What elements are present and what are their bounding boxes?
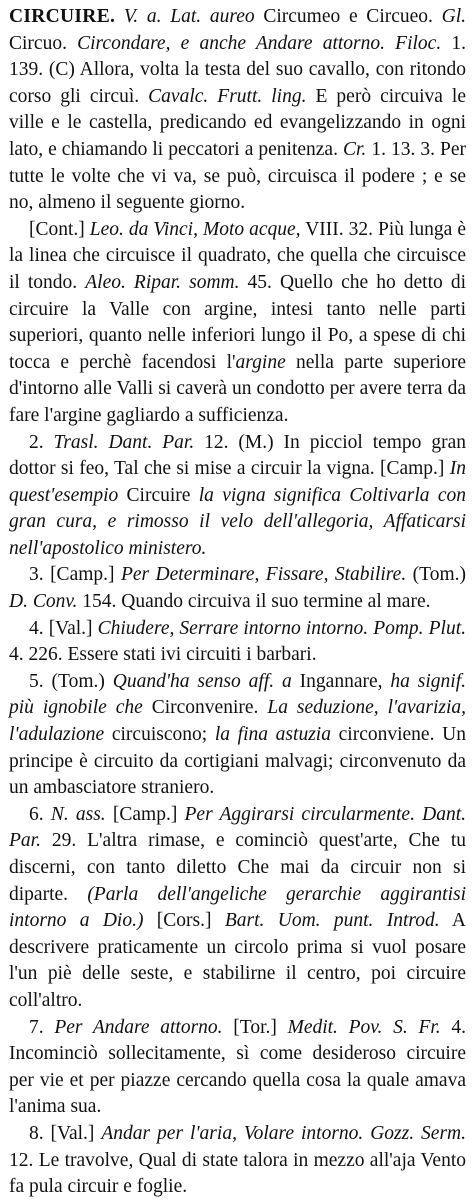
italic-run: Andar per l'aria, Volare intorno. Gozz. Serm. [101, 1122, 466, 1144]
italic-run: N. ass. [50, 803, 106, 825]
text-run: circuiscono; [104, 724, 215, 746]
text-run: 3. [Camp.] [29, 564, 121, 586]
italic-run: Cavalc. Frutt. ling. [148, 85, 307, 107]
text-run: 2. [29, 431, 54, 453]
text-run: Ingannare, [291, 670, 391, 692]
text-run: 154. Quando circuiva il suo termine al mare. [77, 591, 431, 613]
text-run: 4. 226. Essere stati ivi circuiti i barbari. [9, 644, 317, 666]
text-run: 29. L'altra rimase, e cominciò quest'arte, Che tu discerni, con tanto diletto Che mai da circuir non si diparte. [9, 830, 466, 905]
text-run: Circumeo e Circueo. [254, 6, 442, 27]
entry-paragraph-7 [9, 802, 466, 1015]
italic-run: Quand'ha senso aff. a [112, 670, 292, 692]
entry-paragraph-3 [9, 430, 466, 563]
italic-run: Per Determinare, Fissare, Stabilire. [120, 564, 407, 586]
text-run: 8. [Val.] [29, 1122, 102, 1144]
italic-run: argine [235, 351, 286, 373]
text-run: 6. [29, 803, 51, 825]
entry-paragraph-4 [9, 562, 466, 615]
entry-paragraph-8 [9, 1015, 466, 1121]
italic-run: Medit. Pov. S. Fr. [287, 1016, 441, 1038]
italic-run: In quest'esempio [9, 458, 466, 506]
text-run: 5. (Tom.) [29, 670, 113, 692]
italic-run: la fina astuzia [214, 724, 331, 746]
italic-run: Circondare, e anche Andare attorno. Filoc. [77, 32, 442, 54]
headword: CIRCUIRE. [9, 6, 116, 27]
italic-run: V. a. Lat. aureo [115, 6, 255, 27]
text-run: E però circuiva le ville e le castella, predicando ed evangelizzando in ogni lato, e chiamando li peccatori a penitenza. [9, 85, 466, 160]
text-run: 12. (M.) In picciol tempo gran dottor si feo, Tal che si mise a circuir la vigna. [Camp.] [9, 431, 467, 480]
text-run: [Cont.] [29, 218, 90, 240]
italic-run: Chiudere, Serrare intorno intorno. Pomp. Plut. [97, 617, 466, 639]
text-run: 12. Le travolve, Qual di state talora in mezzo all'aja Vento fa pula circuir e foglie. [9, 1149, 466, 1198]
italic-run: (Parla dell'angeliche gerarchie aggirantisi intorno a Dio.) [9, 883, 466, 932]
italic-run: D. Conv. [9, 591, 78, 613]
italic-run: Per Aggirarsi circularmente. Dant. Par. [9, 803, 467, 852]
text-run: circonviene. Un principe è circuito da cortigiani malvagi; circonvenuto da un ambasciatore straniero. [9, 724, 466, 799]
text-run: (Tom.) [406, 564, 466, 586]
italic-run: Cr. [342, 138, 367, 160]
text-run: Circuire [118, 484, 199, 506]
text-run: VIII. 32. Più lunga è la linea che circuisce il quadrato, che quella che circuisce il tondo. [9, 218, 466, 293]
text-run: [Cors.] [143, 910, 225, 932]
italic-run: Aleo. Ripar. somm. [85, 271, 240, 293]
italic-run: Trasl. Dant. Par. [53, 431, 195, 453]
italic-run: Per Andare attorno. [54, 1016, 223, 1038]
text-run: 1. 13. 3. Per tutte le volte che vi va, se può, circuisca il podere ; e se no, almeno il seguente giorno. [9, 138, 466, 214]
text-run: 4. Incominciò sollecitamente, sì come desideroso circuire per vie et per piazze cercando quella cosa la quale amava l'anima sua. [9, 1016, 466, 1118]
italic-run: la vigna significa Coltivarla con gran cura, e rimosso il velo dell'allegoria, Affaticarsi nell'apostolico ministero. [9, 484, 467, 559]
entry-paragraph-5 [9, 616, 466, 669]
text-run: Circuo. [9, 32, 78, 54]
entry-paragraph-6 [9, 669, 466, 802]
text-run: 7. [29, 1016, 55, 1038]
text-run: [Tor.] [222, 1016, 288, 1038]
text-run: 4. [Val.] [29, 617, 98, 639]
italic-run: Leo. da Vinci, Moto acque, [89, 218, 301, 240]
text-run: [Camp.] [105, 803, 185, 825]
entry-paragraph-9 [9, 1121, 466, 1201]
entry-paragraph-1 [9, 4, 466, 217]
entry-paragraph-2 [9, 217, 466, 430]
text-run: 1. 139. (C) Allora, volta la testa del suo cavallo, con ritondo corso gli circuì. [9, 32, 466, 107]
italic-run: La seduzione, l'avarizia, l'adulazione [9, 697, 466, 746]
italic-run: Bart. Uom. punt. Introd. [224, 910, 440, 932]
text-run: A descrivere praticamente un circolo prima si vuol posare l'un piè delle seste, e stabilirne il centro, poi circuire coll'altro. [9, 910, 467, 1011]
italic-run: ha signif. più ignobile che [9, 670, 467, 719]
text-run: nella parte superiore d'intorno alle Valli si caverà un condotto per avere terra da fare l'argine gagliardo a sufficienza. [9, 351, 466, 426]
italic-run: Gl. [441, 6, 467, 27]
text-run: Circonvenire. [142, 697, 268, 719]
text-run: 45. Quello che ho detto di circuire la Valle con argine, intesi tanto nelle parti superiori, quanto nelle inferiori lungo il Po, a spese di chi tocca e perchè facendosi l' [9, 271, 466, 373]
